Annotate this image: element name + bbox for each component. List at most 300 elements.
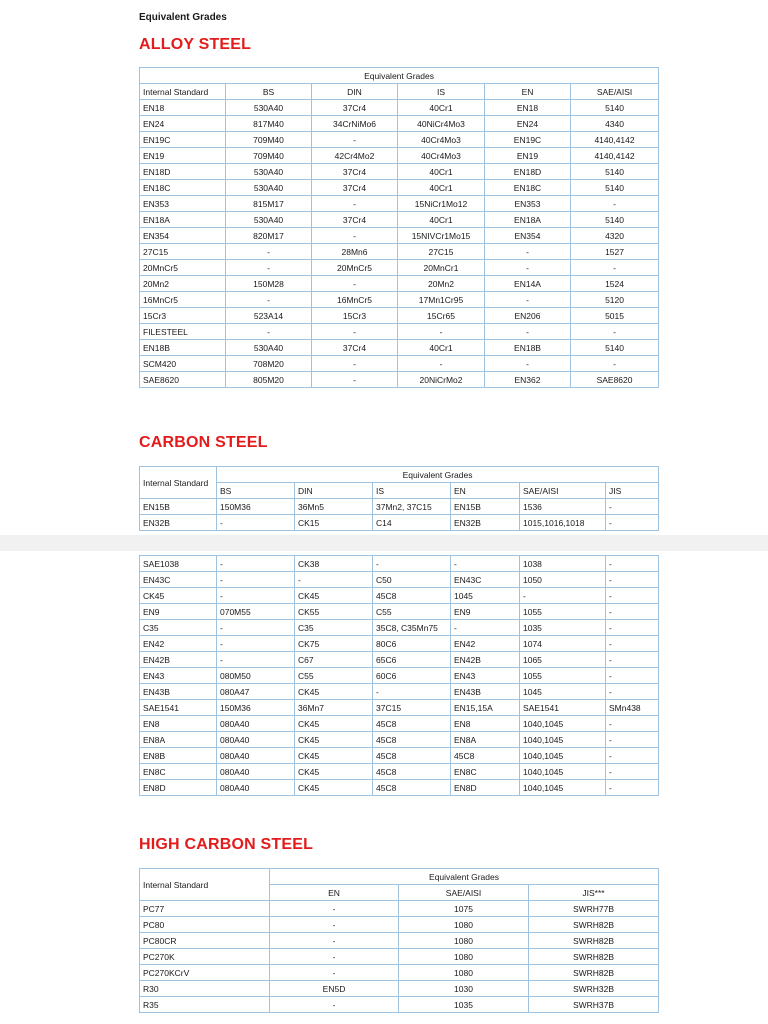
table-cell: EN18 xyxy=(485,100,571,116)
table-row xyxy=(140,588,659,604)
table-cell: 36Mn5 xyxy=(295,499,373,515)
table-cell: 5140 xyxy=(571,180,659,196)
table-row xyxy=(140,684,659,700)
table-cell: EN15B xyxy=(451,499,520,515)
table-row xyxy=(140,180,659,196)
column-header: EN xyxy=(270,885,399,901)
table-cell: - xyxy=(606,764,659,780)
grade-cell: EN19C xyxy=(140,132,226,148)
table-cell: - xyxy=(485,356,571,372)
table-cell: - xyxy=(270,917,399,933)
table-row xyxy=(140,244,659,260)
table-cell: EN32B xyxy=(451,515,520,531)
table-row xyxy=(140,324,659,340)
grade-cell: PC77 xyxy=(140,901,270,917)
table-row xyxy=(140,356,659,372)
table-cell: - xyxy=(312,324,398,340)
table-cell: 1040,1045 xyxy=(520,764,606,780)
column-header: EN xyxy=(451,483,520,499)
grade-cell: EN19 xyxy=(140,148,226,164)
table-cell: 709M40 xyxy=(226,132,312,148)
table-cell: CK45 xyxy=(295,764,373,780)
table-cell: - xyxy=(571,324,659,340)
table-cell: 080A40 xyxy=(217,732,295,748)
table-row xyxy=(140,340,659,356)
table-row xyxy=(140,164,659,180)
table-cell: - xyxy=(606,684,659,700)
grade-cell: 15Cr3 xyxy=(140,308,226,324)
table-cell: - xyxy=(398,324,485,340)
table-cell: SWRH37B xyxy=(529,997,659,1013)
grade-cell: EN18B xyxy=(140,340,226,356)
table-row xyxy=(140,732,659,748)
grade-cell: PC80CR xyxy=(140,933,270,949)
table-cell: 40Cr1 xyxy=(398,180,485,196)
grade-cell: FILESTEEL xyxy=(140,324,226,340)
table-row xyxy=(140,716,659,732)
grade-cell: EN32B xyxy=(140,515,217,531)
table-cell: EN8 xyxy=(451,716,520,732)
table-cell: 34CrNiMo6 xyxy=(312,116,398,132)
table-cell: EN8A xyxy=(451,732,520,748)
table-cell: C50 xyxy=(373,572,451,588)
table-cell: CK38 xyxy=(295,556,373,572)
grade-cell: PC80 xyxy=(140,917,270,933)
equivalent-grades-header: Equivalent Grades xyxy=(270,869,659,885)
table-cell: - xyxy=(270,949,399,965)
table-cell: SMn438 xyxy=(606,700,659,716)
table-cell: 15Cr3 xyxy=(312,308,398,324)
table-cell: 1080 xyxy=(399,949,529,965)
table-cell: 1065 xyxy=(520,652,606,668)
column-header: JIS*** xyxy=(529,885,659,901)
table-cell: 20MnCr5 xyxy=(312,260,398,276)
table-row xyxy=(140,652,659,668)
table-cell: 65C6 xyxy=(373,652,451,668)
table-cell: 708M20 xyxy=(226,356,312,372)
table-cell: 1050 xyxy=(520,572,606,588)
grade-cell: EN18A xyxy=(140,212,226,228)
table-cell: 5140 xyxy=(571,164,659,180)
grade-cell: SAE1541 xyxy=(140,700,217,716)
table-cell: C55 xyxy=(373,604,451,620)
table-cell: EN206 xyxy=(485,308,571,324)
table-row xyxy=(140,308,659,324)
table-cell: - xyxy=(606,668,659,684)
table-row xyxy=(140,196,659,212)
table-row xyxy=(140,933,659,949)
table-cell: 1527 xyxy=(571,244,659,260)
table-cell: EN14A xyxy=(485,276,571,292)
table-cell: 36Mn7 xyxy=(295,700,373,716)
grade-cell: EN8C xyxy=(140,764,217,780)
table-cell: - xyxy=(606,572,659,588)
table-cell: 40Cr1 xyxy=(398,340,485,356)
table-cell: EN18B xyxy=(485,340,571,356)
table-cell: - xyxy=(217,588,295,604)
table-cell: 1080 xyxy=(399,917,529,933)
table-cell: SWRH82B xyxy=(529,949,659,965)
grade-cell: 20Mn2 xyxy=(140,276,226,292)
table-cell: - xyxy=(312,132,398,148)
grade-cell: 20MnCr5 xyxy=(140,260,226,276)
table-cell: 20NiCrMo2 xyxy=(398,372,485,388)
table-row xyxy=(140,572,659,588)
table-cell: CK45 xyxy=(295,684,373,700)
table-cell: EN19C xyxy=(485,132,571,148)
grade-cell: EN9 xyxy=(140,604,217,620)
table-cell: 080A47 xyxy=(217,684,295,700)
table-header-row xyxy=(140,869,659,885)
table-cell: 40Cr4Mo3 xyxy=(398,132,485,148)
table-header-row xyxy=(140,68,659,84)
grade-cell: EN24 xyxy=(140,116,226,132)
grade-cell: EN8 xyxy=(140,716,217,732)
table-cell: 1040,1045 xyxy=(520,716,606,732)
table-cell: CK55 xyxy=(295,604,373,620)
table-cell: - xyxy=(571,260,659,276)
table-cell: 35C8, C35Mn75 xyxy=(373,620,451,636)
table-cell: - xyxy=(520,588,606,604)
table-row xyxy=(140,620,659,636)
table-cell: 1035 xyxy=(520,620,606,636)
table-cell: 1536 xyxy=(520,499,606,515)
grade-cell: C35 xyxy=(140,620,217,636)
table-cell: EN24 xyxy=(485,116,571,132)
table-cell: CK45 xyxy=(295,716,373,732)
table-cell: 40Cr4Mo3 xyxy=(398,148,485,164)
table-cell: - xyxy=(606,515,659,531)
table-cell: C35 xyxy=(295,620,373,636)
table-cell: 1040,1045 xyxy=(520,748,606,764)
table-cell: - xyxy=(312,276,398,292)
table-cell: - xyxy=(217,620,295,636)
grade-cell: EN15B xyxy=(140,499,217,515)
table-row xyxy=(140,668,659,684)
grade-cell: EN42 xyxy=(140,636,217,652)
grade-cell: EN18C xyxy=(140,180,226,196)
grade-cell: EN8B xyxy=(140,748,217,764)
table-cell: 45C8 xyxy=(451,748,520,764)
column-header: EN xyxy=(485,84,571,100)
carbon-steel-table-part-2 xyxy=(139,555,659,796)
table-cell: 1055 xyxy=(520,604,606,620)
table-cell: 1040,1045 xyxy=(520,780,606,796)
table-cell: 45C8 xyxy=(373,748,451,764)
table-cell: - xyxy=(606,780,659,796)
table-row xyxy=(140,212,659,228)
table-cell: 080A40 xyxy=(217,716,295,732)
table-cell: 16MnCr5 xyxy=(312,292,398,308)
table-cell: 5140 xyxy=(571,212,659,228)
table-cell: 1055 xyxy=(520,668,606,684)
table-cell: 1524 xyxy=(571,276,659,292)
table-cell: 150M36 xyxy=(217,700,295,716)
table-cell: 530A40 xyxy=(226,180,312,196)
table-header-row xyxy=(140,84,659,100)
table-row xyxy=(140,556,659,572)
table-cell: - xyxy=(485,244,571,260)
table-cell: 070M55 xyxy=(217,604,295,620)
table-cell: 40Cr1 xyxy=(398,212,485,228)
table-cell: - xyxy=(226,244,312,260)
table-row xyxy=(140,148,659,164)
equivalent-grades-header: Equivalent Grades xyxy=(140,68,659,84)
table-row xyxy=(140,499,659,515)
table-cell: - xyxy=(312,196,398,212)
column-header: BS xyxy=(226,84,312,100)
table-row xyxy=(140,949,659,965)
table-cell: 709M40 xyxy=(226,148,312,164)
grade-cell: EN8D xyxy=(140,780,217,796)
table-cell: 15NiCr1Mo12 xyxy=(398,196,485,212)
table-cell: 17Mn1Cr95 xyxy=(398,292,485,308)
table-cell: - xyxy=(606,636,659,652)
grade-cell: EN18 xyxy=(140,100,226,116)
column-header: DIN xyxy=(312,84,398,100)
table-cell: EN5D xyxy=(270,981,399,997)
table-cell: 37Cr4 xyxy=(312,212,398,228)
table-cell: 37Cr4 xyxy=(312,100,398,116)
table-cell: 5120 xyxy=(571,292,659,308)
table-cell: - xyxy=(485,260,571,276)
table-cell: 40Cr1 xyxy=(398,164,485,180)
grade-cell: PC270K xyxy=(140,949,270,965)
table-cell: 37Cr4 xyxy=(312,180,398,196)
table-cell: EN354 xyxy=(485,228,571,244)
table-cell: CK45 xyxy=(295,780,373,796)
grade-cell: EN18D xyxy=(140,164,226,180)
column-header: DIN xyxy=(295,483,373,499)
table-cell: 1080 xyxy=(399,965,529,981)
table-row xyxy=(140,292,659,308)
table-cell: SWRH32B xyxy=(529,981,659,997)
table-cell: C55 xyxy=(295,668,373,684)
table-row xyxy=(140,764,659,780)
grade-cell: SCM420 xyxy=(140,356,226,372)
table-cell: - xyxy=(217,572,295,588)
table-row xyxy=(140,132,659,148)
carbon-steel-heading: CARBON STEEL xyxy=(139,434,268,451)
grade-cell: EN353 xyxy=(140,196,226,212)
table-cell: - xyxy=(270,901,399,917)
equivalent-grades-header: Equivalent Grades xyxy=(217,467,659,483)
table-cell: EN8D xyxy=(451,780,520,796)
grade-cell: EN42B xyxy=(140,652,217,668)
table-row xyxy=(140,276,659,292)
grade-cell: EN43 xyxy=(140,668,217,684)
table-cell: 805M20 xyxy=(226,372,312,388)
table-cell: - xyxy=(571,356,659,372)
column-header: Internal Standard xyxy=(140,869,270,901)
grade-cell: EN43B xyxy=(140,684,217,700)
table-cell: - xyxy=(606,556,659,572)
table-cell: - xyxy=(606,499,659,515)
table-cell: 1038 xyxy=(520,556,606,572)
table-cell: 080A40 xyxy=(217,764,295,780)
alloy-steel-heading: ALLOY STEEL xyxy=(139,36,252,53)
table-cell: 45C8 xyxy=(373,732,451,748)
table-header-row xyxy=(140,467,659,483)
table-cell: 37Cr4 xyxy=(312,340,398,356)
table-cell: - xyxy=(451,556,520,572)
table-cell: 523A14 xyxy=(226,308,312,324)
table-cell: 15NIVCr1Mo15 xyxy=(398,228,485,244)
table-cell: - xyxy=(217,556,295,572)
table-cell: SWRH82B xyxy=(529,933,659,949)
table-cell: 37Cr4 xyxy=(312,164,398,180)
table-cell: - xyxy=(606,716,659,732)
table-cell: 4340 xyxy=(571,116,659,132)
table-cell: 80C6 xyxy=(373,636,451,652)
table-row xyxy=(140,515,659,531)
table-cell: EN15,15A xyxy=(451,700,520,716)
column-header: Internal Standard xyxy=(140,84,226,100)
grade-cell: 27C15 xyxy=(140,244,226,260)
table-cell: 1045 xyxy=(520,684,606,700)
table-cell: 1015,1016,1018 xyxy=(520,515,606,531)
table-row xyxy=(140,981,659,997)
table-cell: 20Mn2 xyxy=(398,276,485,292)
table-cell: CK45 xyxy=(295,748,373,764)
table-cell: CK15 xyxy=(295,515,373,531)
table-row xyxy=(140,780,659,796)
table-cell: 5140 xyxy=(571,100,659,116)
table-cell: - xyxy=(217,652,295,668)
table-row xyxy=(140,917,659,933)
table-cell: C14 xyxy=(373,515,451,531)
table-cell: 1074 xyxy=(520,636,606,652)
table-cell: SWRH82B xyxy=(529,917,659,933)
table-cell: - xyxy=(606,652,659,668)
table-cell: - xyxy=(571,196,659,212)
table-cell: 080A40 xyxy=(217,748,295,764)
table-cell: 45C8 xyxy=(373,764,451,780)
carbon-steel-table-part-1 xyxy=(139,466,659,531)
table-cell: 60C6 xyxy=(373,668,451,684)
table-cell: CK75 xyxy=(295,636,373,652)
table-cell: - xyxy=(312,372,398,388)
table-cell: - xyxy=(373,556,451,572)
table-cell: 150M36 xyxy=(217,499,295,515)
table-cell: EN42B xyxy=(451,652,520,668)
table-row xyxy=(140,116,659,132)
table-cell: SAE8620 xyxy=(571,372,659,388)
table-cell: - xyxy=(485,292,571,308)
alloy-steel-table xyxy=(139,67,659,388)
column-header: JIS xyxy=(606,483,659,499)
document-title: Equivalent Grades xyxy=(139,12,227,23)
table-row xyxy=(140,228,659,244)
table-cell: EN19 xyxy=(485,148,571,164)
grade-cell: EN8A xyxy=(140,732,217,748)
table-cell: - xyxy=(226,324,312,340)
table-cell: 1040,1045 xyxy=(520,732,606,748)
table-cell: - xyxy=(217,636,295,652)
column-header: IS xyxy=(373,483,451,499)
table-cell: EN8C xyxy=(451,764,520,780)
table-cell: - xyxy=(226,260,312,276)
page-separator xyxy=(0,535,768,551)
table-cell: 37Mn2, 37C15 xyxy=(373,499,451,515)
table-cell: 1035 xyxy=(399,997,529,1013)
column-header: SAE/AISI xyxy=(520,483,606,499)
table-cell: 150M28 xyxy=(226,276,312,292)
high-carbon-steel-table xyxy=(139,868,659,1013)
column-header: SAE/AISI xyxy=(571,84,659,100)
table-cell: EN43C xyxy=(451,572,520,588)
table-cell: 42Cr4Mo2 xyxy=(312,148,398,164)
table-cell: EN43B xyxy=(451,684,520,700)
table-cell: 530A40 xyxy=(226,100,312,116)
grade-cell: 16MnCr5 xyxy=(140,292,226,308)
table-cell: EN43 xyxy=(451,668,520,684)
table-cell: 40Cr1 xyxy=(398,100,485,116)
table-cell: - xyxy=(312,356,398,372)
grade-cell: CK45 xyxy=(140,588,217,604)
table-row xyxy=(140,100,659,116)
table-cell: 530A40 xyxy=(226,340,312,356)
table-cell: SWRH77B xyxy=(529,901,659,917)
table-cell: - xyxy=(270,997,399,1013)
column-header: BS xyxy=(217,483,295,499)
table-row xyxy=(140,260,659,276)
table-cell: EN18A xyxy=(485,212,571,228)
table-row xyxy=(140,901,659,917)
table-cell: 080A40 xyxy=(217,780,295,796)
column-header: IS xyxy=(398,84,485,100)
table-cell: 820M17 xyxy=(226,228,312,244)
table-cell: EN42 xyxy=(451,636,520,652)
table-row xyxy=(140,700,659,716)
table-cell: 1045 xyxy=(451,588,520,604)
table-cell: - xyxy=(606,732,659,748)
table-cell: 4320 xyxy=(571,228,659,244)
table-cell: 530A40 xyxy=(226,164,312,180)
column-header: SAE/AISI xyxy=(399,885,529,901)
table-cell: 40NiCr4Mo3 xyxy=(398,116,485,132)
table-cell: - xyxy=(373,684,451,700)
table-cell: 15Cr65 xyxy=(398,308,485,324)
table-cell: - xyxy=(606,604,659,620)
table-cell: CK45 xyxy=(295,588,373,604)
grade-cell: SAE1038 xyxy=(140,556,217,572)
table-cell: 28Mn6 xyxy=(312,244,398,260)
table-cell: 37C15 xyxy=(373,700,451,716)
table-cell: 530A40 xyxy=(226,212,312,228)
table-header-row xyxy=(140,483,659,499)
table-row xyxy=(140,604,659,620)
table-cell: C67 xyxy=(295,652,373,668)
table-cell: 27C15 xyxy=(398,244,485,260)
table-cell: - xyxy=(606,588,659,604)
table-cell: EN18D xyxy=(485,164,571,180)
table-row xyxy=(140,997,659,1013)
table-cell: 45C8 xyxy=(373,588,451,604)
table-cell: - xyxy=(226,292,312,308)
column-header: Internal Standard xyxy=(140,467,217,499)
table-row xyxy=(140,636,659,652)
high-carbon-steel-heading: HIGH CARBON STEEL xyxy=(139,836,314,853)
grade-cell: R30 xyxy=(140,981,270,997)
table-cell: 20MnCr1 xyxy=(398,260,485,276)
grade-cell: SAE8620 xyxy=(140,372,226,388)
table-cell: EN9 xyxy=(451,604,520,620)
table-cell: 5140 xyxy=(571,340,659,356)
table-cell: 45C8 xyxy=(373,716,451,732)
table-cell: 1080 xyxy=(399,933,529,949)
table-row xyxy=(140,965,659,981)
